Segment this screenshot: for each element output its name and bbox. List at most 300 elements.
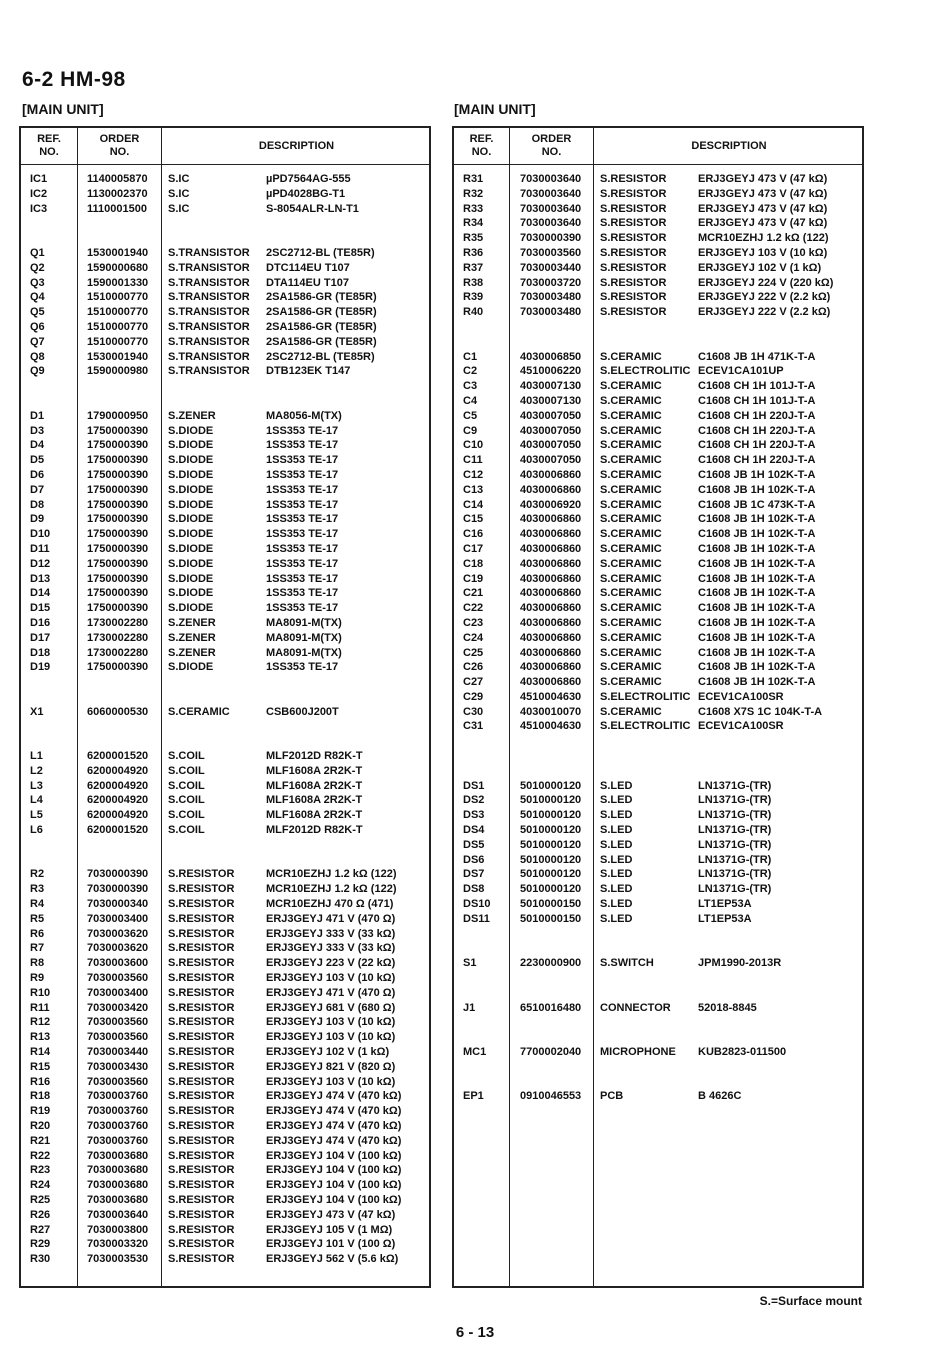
table-row [454, 601, 862, 616]
part-number: ERJ3GEYJ 473 V (47 kΩ) [266, 1208, 396, 1221]
part-number: MCR10EZHJ 1.2 kΩ (122) [698, 232, 829, 245]
part-number: MA8091-M(TX) [266, 631, 342, 644]
table-row [21, 1045, 429, 1060]
part-type: S.CERAMIC [600, 676, 662, 689]
part-type: S.CERAMIC [600, 498, 662, 511]
table-row [454, 867, 862, 882]
order-no: 7030003560 [520, 246, 582, 259]
table-row [21, 305, 429, 320]
part-number: LN1371G-(TR) [698, 779, 772, 792]
order-no: 4030006860 [520, 513, 582, 526]
ref-no: J1 [463, 1001, 476, 1014]
table-row [21, 424, 429, 439]
ref-no: R30 [30, 1253, 51, 1266]
table-row [21, 927, 429, 942]
order-no: 4030007050 [520, 439, 582, 452]
part-number: 1SS353 TE-17 [266, 483, 339, 496]
part-type: S.DIODE [168, 572, 214, 585]
order-no: 7030000390 [87, 883, 149, 896]
table-row [454, 1015, 862, 1030]
part-number: LN1371G-(TR) [698, 824, 772, 837]
part-type: S.RESISTOR [168, 883, 235, 896]
table-row [454, 364, 862, 379]
part-type: S.LED [600, 883, 633, 896]
right-unit-label: [MAIN UNIT] [454, 101, 536, 117]
part-type: S.LED [600, 853, 633, 866]
order-no: 1510000770 [87, 306, 149, 319]
table-row [21, 438, 429, 453]
part-number: ERJ3GEYJ 104 V (100 kΩ) [266, 1164, 402, 1177]
order-no: 1790000950 [87, 409, 149, 422]
order-no: 1750000390 [87, 498, 149, 511]
table-row [454, 290, 862, 305]
part-number: 1SS353 TE-17 [266, 498, 339, 511]
part-type: S.DIODE [168, 468, 214, 481]
order-no: 7030003430 [87, 1060, 149, 1073]
table-row [21, 231, 429, 246]
ref-no: L6 [30, 824, 43, 837]
table-row [454, 424, 862, 439]
order-no: 7030000390 [87, 868, 149, 881]
table-row [454, 1060, 862, 1075]
part-number: S-8054ALR-LN-T1 [266, 202, 359, 215]
part-type: S.DIODE [168, 513, 214, 526]
part-number: MLF1608A 2R2K-T [266, 779, 363, 792]
part-type: S.COIL [168, 764, 205, 777]
table-row [21, 1015, 429, 1030]
table-row [21, 498, 429, 513]
order-no: 4030006860 [520, 661, 582, 674]
part-number: ERJ3GEYJ 474 V (470 kΩ) [266, 1120, 402, 1132]
order-no: 5010000120 [520, 779, 582, 792]
table-row [454, 719, 862, 734]
order-no: 7030003760 [87, 1134, 149, 1147]
part-number: C1608 CH 1H 220J-T-A [698, 439, 816, 452]
order-no: 5010000120 [520, 853, 582, 866]
table-row [21, 1089, 429, 1104]
part-type: S.RESISTOR [168, 942, 235, 955]
table-row [454, 468, 862, 483]
part-number: LN1371G-(TR) [698, 794, 772, 807]
part-number: ERJ3GEYJ 473 V (47 kΩ) [698, 202, 828, 215]
table-row [21, 986, 429, 1001]
part-number: C1608 JB 1H 102K-T-A [698, 483, 816, 496]
order-no: 4030007130 [520, 380, 582, 393]
part-number: C1608 JB 1H 471K-T-A [698, 350, 816, 363]
ref-no: C30 [463, 705, 484, 718]
ref-no: Q2 [30, 261, 45, 274]
order-no: 7030003760 [87, 1105, 149, 1118]
ref-no: C14 [463, 498, 484, 511]
table-row [454, 335, 862, 350]
table-row [21, 853, 429, 868]
part-number: DTB123EK T147 [266, 365, 351, 378]
table-row [454, 941, 862, 956]
order-no: 4030006860 [520, 676, 582, 689]
ref-no: R10 [30, 986, 51, 999]
part-type: S.COIL [168, 794, 205, 807]
ref-no: R13 [30, 1031, 51, 1044]
table-row [454, 986, 862, 1001]
part-number: C1608 JB 1H 102K-T-A [698, 542, 816, 555]
part-number: C1608 JB 1H 102K-T-A [698, 661, 816, 674]
order-no: 7030003640 [520, 173, 582, 185]
ref-no: D15 [30, 602, 51, 615]
order-no: 6510016480 [520, 1001, 582, 1014]
table-row [454, 438, 862, 453]
part-number: 1SS353 TE-17 [266, 513, 339, 526]
part-type: S.ELECTROLITIC [600, 690, 691, 703]
part-number: ERJ3GEYJ 473 V (47 kΩ) [698, 217, 828, 230]
ref-no: R14 [30, 1046, 51, 1059]
part-type: S.CERAMIC [600, 646, 662, 659]
part-type: S.RESISTOR [600, 306, 667, 319]
ref-no-header: REF. NO. [37, 133, 61, 158]
order-no: 1590000680 [87, 261, 149, 274]
part-type: S.CERAMIC [600, 557, 662, 570]
part-number: ERJ3GEYJ 103 V (10 kΩ) [266, 1016, 396, 1029]
part-type: S.RESISTOR [168, 1149, 235, 1162]
ref-no: R4 [30, 898, 45, 911]
table-row [454, 971, 862, 986]
ref-no: C24 [463, 631, 484, 644]
part-type: S.RESISTOR [168, 1046, 235, 1059]
table-row [21, 1060, 429, 1075]
order-no: 5010000120 [520, 883, 582, 896]
order-no: 1750000390 [87, 483, 149, 496]
ref-no: R26 [30, 1208, 51, 1221]
ref-no: DS4 [463, 824, 485, 837]
order-no: 1510000770 [87, 335, 149, 348]
table-row [454, 320, 862, 335]
table-row [21, 956, 429, 971]
order-no: 1530001940 [87, 246, 149, 259]
order-no: 7030003600 [87, 957, 149, 970]
order-no: 4030006860 [520, 602, 582, 615]
order-no: 1590000980 [87, 365, 149, 378]
part-number: C1608 JB 1H 102K-T-A [698, 587, 816, 600]
table-row [21, 897, 429, 912]
ref-no: R16 [30, 1075, 51, 1088]
part-type: S.TRANSISTOR [168, 276, 250, 289]
part-type: S.RESISTOR [168, 957, 235, 970]
order-no: 1750000390 [87, 572, 149, 585]
table-row [21, 572, 429, 587]
part-number: 2SA1586-GR (TE85R) [266, 320, 377, 333]
table-row [21, 660, 429, 675]
part-type: S.RESISTOR [600, 173, 667, 185]
table-row [21, 202, 429, 217]
ref-no: R35 [463, 232, 484, 245]
part-type: S.RESISTOR [168, 972, 235, 985]
order-no: 5010000150 [520, 912, 582, 925]
order-no: 6200004920 [87, 779, 149, 792]
table-row [21, 216, 429, 231]
part-number: C1608 JB 1H 102K-T-A [698, 572, 816, 585]
part-number: C1608 CH 1H 220J-T-A [698, 409, 816, 422]
order-no: 7030003640 [87, 1208, 149, 1221]
order-no: 4030006860 [520, 557, 582, 570]
table-row [454, 202, 862, 217]
order-no: 1530001940 [87, 350, 149, 363]
part-type: S.CERAMIC [600, 513, 662, 526]
order-no: 7030003760 [87, 1120, 149, 1132]
order-no: 7030003760 [87, 1090, 149, 1103]
order-no: 7030003680 [87, 1193, 149, 1206]
part-number: 2SC2712-BL (TE85R) [266, 246, 375, 259]
ref-no: DS5 [463, 838, 485, 851]
order-no: 4030007050 [520, 409, 582, 422]
part-type: S.IC [168, 173, 190, 185]
order-no: 1750000390 [87, 557, 149, 570]
table-row [21, 364, 429, 379]
part-type: S.DIODE [168, 483, 214, 496]
ref-no: Q8 [30, 350, 45, 363]
table-row [454, 1075, 862, 1090]
table-row [454, 542, 862, 557]
table-row [21, 527, 429, 542]
table-row [454, 409, 862, 424]
part-number: 1SS353 TE-17 [266, 528, 339, 541]
order-no: 4510006220 [520, 365, 582, 378]
order-no: 1510000770 [87, 291, 149, 304]
order-no: 4510004630 [520, 720, 582, 733]
part-number: C1608 CH 1H 220J-T-A [698, 454, 816, 467]
part-type: S.RESISTOR [168, 1001, 235, 1014]
part-number: 1SS353 TE-17 [266, 572, 339, 585]
table-row [454, 187, 862, 202]
ref-no: C18 [463, 557, 484, 570]
ref-no: R9 [30, 972, 45, 985]
ref-no: R27 [30, 1223, 51, 1236]
part-type: S.CERAMIC [600, 528, 662, 541]
part-type: S.LED [600, 809, 633, 822]
part-type: S.RESISTOR [168, 986, 235, 999]
order-no: 1730002280 [87, 646, 149, 659]
ref-no: IC2 [30, 187, 48, 200]
part-type: S.SWITCH [600, 957, 654, 970]
table-row [454, 1030, 862, 1045]
ref-no: Q1 [30, 246, 45, 259]
part-number: C1608 JB 1H 102K-T-A [698, 646, 816, 659]
ref-no: D5 [30, 454, 45, 467]
part-number: MLF2012D R82K-T [266, 824, 363, 837]
part-number: MCR10EZHJ 470 Ω (471) [266, 898, 394, 911]
part-number: ERJ3GEYJ 222 V (2.2 kΩ) [698, 291, 831, 304]
table-row [454, 586, 862, 601]
part-number: 1SS353 TE-17 [266, 454, 339, 467]
part-number: ECEV1CA100SR [698, 690, 784, 703]
table-row [454, 172, 862, 187]
order-no: 1750000390 [87, 468, 149, 481]
ref-no: Q6 [30, 320, 45, 333]
part-number: MLF1608A 2R2K-T [266, 764, 363, 777]
part-number: ERJ3GEYJ 473 V (47 kΩ) [698, 173, 828, 185]
part-number: 1SS353 TE-17 [266, 587, 339, 600]
order-no: 1730002280 [87, 631, 149, 644]
ref-no: D6 [30, 468, 45, 481]
part-number: ERJ3GEYJ 103 V (10 kΩ) [266, 972, 396, 985]
table-row [21, 542, 429, 557]
part-type: S.LED [600, 912, 633, 925]
table-row [454, 453, 862, 468]
ref-no: D9 [30, 513, 45, 526]
table-row [21, 971, 429, 986]
order-no: 7700002040 [520, 1046, 582, 1059]
part-type: S.RESISTOR [600, 276, 667, 289]
part-number: DTA114EU T107 [266, 276, 349, 289]
ref-no: C27 [463, 676, 484, 689]
part-number: ERJ3GEYJ 104 V (100 kΩ) [266, 1179, 402, 1192]
part-number: C1608 JB 1H 102K-T-A [698, 557, 816, 570]
table-row [21, 335, 429, 350]
part-type: S.RESISTOR [168, 1075, 235, 1088]
table-row [21, 912, 429, 927]
part-number: C1608 JB 1C 473K-T-A [698, 498, 816, 511]
part-number: C1608 JB 1H 102K-T-A [698, 513, 816, 526]
part-number: C1608 JB 1H 102K-T-A [698, 468, 816, 481]
part-number: 1SS353 TE-17 [266, 424, 339, 437]
part-number: LN1371G-(TR) [698, 883, 772, 896]
table-row [21, 1134, 429, 1149]
order-no: 7030003530 [87, 1253, 149, 1266]
part-number: MLF1608A 2R2K-T [266, 809, 363, 822]
part-number: MLF2012D R82K-T [266, 750, 363, 763]
ref-no: R6 [30, 927, 45, 940]
part-number: 2SA1586-GR (TE85R) [266, 291, 377, 304]
ref-no: C19 [463, 572, 484, 585]
part-number: ERJ3GEYJ 101 V (100 Ω) [266, 1238, 396, 1251]
part-type: S.RESISTOR [168, 1016, 235, 1029]
table-row [21, 468, 429, 483]
ref-no: C16 [463, 528, 484, 541]
ref-no: C15 [463, 513, 484, 526]
table-row [454, 246, 862, 261]
order-no: 4030006860 [520, 528, 582, 541]
table-row [454, 379, 862, 394]
part-type: S.RESISTOR [600, 291, 667, 304]
ref-no: Q5 [30, 306, 45, 319]
table-row [21, 586, 429, 601]
table-row [454, 646, 862, 661]
part-number: ERJ3GEYJ 104 V (100 kΩ) [266, 1193, 402, 1206]
part-number: ERJ3GEYJ 471 V (470 Ω) [266, 912, 396, 925]
ref-no: Q7 [30, 335, 45, 348]
part-type: S.CERAMIC [600, 409, 662, 422]
table-row [21, 764, 429, 779]
ref-no: C4 [463, 394, 478, 407]
parts-rows-left [21, 172, 429, 1267]
ref-no: C3 [463, 380, 478, 393]
order-no: 7030003560 [87, 972, 149, 985]
order-no: 6200004920 [87, 794, 149, 807]
order-no-header: ORDER NO. [99, 133, 140, 158]
part-number: C1608 JB 1H 102K-T-A [698, 616, 816, 629]
table-row [21, 616, 429, 631]
table-row [21, 409, 429, 424]
ref-no: D3 [30, 424, 45, 437]
order-no: 7030003640 [520, 202, 582, 215]
table-row [21, 276, 429, 291]
order-no: 7030003620 [87, 927, 149, 940]
ref-no: R34 [463, 217, 484, 230]
order-no: 6200001520 [87, 750, 149, 763]
table-row [454, 1089, 862, 1104]
part-number: MLF1608A 2R2K-T [266, 794, 363, 807]
table-row [21, 1104, 429, 1119]
table-row [21, 187, 429, 202]
table-row [21, 734, 429, 749]
part-type: S.ZENER [168, 646, 216, 659]
table-row [454, 616, 862, 631]
ref-no: C11 [463, 454, 483, 467]
ref-no: R31 [463, 173, 484, 185]
ref-no: Q4 [30, 291, 45, 304]
part-type: S.RESISTOR [168, 1238, 235, 1251]
part-type: S.RESISTOR [600, 261, 667, 274]
ref-no: C13 [463, 483, 484, 496]
table-row [454, 1001, 862, 1016]
ref-no: D8 [30, 498, 45, 511]
table-row [454, 808, 862, 823]
table-row [454, 734, 862, 749]
part-type: S.ELECTROLITIC [600, 720, 691, 733]
order-no: 4030006860 [520, 483, 582, 496]
part-number: ERJ3GEYJ 105 V (1 MΩ) [266, 1223, 393, 1236]
part-number: 2SA1586-GR (TE85R) [266, 335, 377, 348]
table-row [21, 290, 429, 305]
part-type: S.TRANSISTOR [168, 291, 250, 304]
part-type: S.DIODE [168, 439, 214, 452]
order-no: 1750000390 [87, 602, 149, 615]
ref-no: DS10 [463, 898, 491, 911]
ref-no: IC1 [30, 173, 48, 185]
ref-no: L3 [30, 779, 43, 792]
page-title: 6-2 HM-98 [22, 68, 126, 91]
part-number: ERJ3GEYJ 103 V (10 kΩ) [266, 1031, 396, 1044]
part-number: C1608 JB 1H 102K-T-A [698, 676, 816, 689]
table-row [21, 512, 429, 527]
table-row [21, 172, 429, 187]
footnote: S.=Surface mount [759, 1294, 862, 1308]
part-number: ERJ3GEYJ 102 V (1 kΩ) [698, 261, 822, 274]
order-no: 1110001500 [87, 202, 147, 215]
order-no: 7030003440 [520, 261, 582, 274]
part-type: S.COIL [168, 824, 205, 837]
part-type: S.RESISTOR [168, 1164, 235, 1177]
part-type: S.DIODE [168, 587, 214, 600]
order-no: 1130002370 [87, 187, 148, 200]
order-no: 7030003400 [87, 912, 149, 925]
part-number: ERJ3GEYJ 222 V (2.2 kΩ) [698, 306, 831, 319]
order-no: 4030006860 [520, 572, 582, 585]
part-number: ERJ3GEYJ 103 V (10 kΩ) [266, 1075, 396, 1088]
table-row [454, 838, 862, 853]
table-row [21, 379, 429, 394]
part-type: S.LED [600, 779, 633, 792]
table-row [454, 897, 862, 912]
ref-no: R11 [30, 1001, 50, 1014]
part-number: ERJ3GEYJ 562 V (5.6 kΩ) [266, 1253, 399, 1266]
table-row [21, 394, 429, 409]
table-row [454, 231, 862, 246]
part-number: ECEV1CA100SR [698, 720, 784, 733]
ref-no: R32 [463, 187, 484, 200]
ref-no: R37 [463, 261, 484, 274]
part-type: S.RESISTOR [168, 927, 235, 940]
part-number: ERJ3GEYJ 821 V (820 Ω) [266, 1060, 396, 1073]
part-number: 1SS353 TE-17 [266, 468, 339, 481]
